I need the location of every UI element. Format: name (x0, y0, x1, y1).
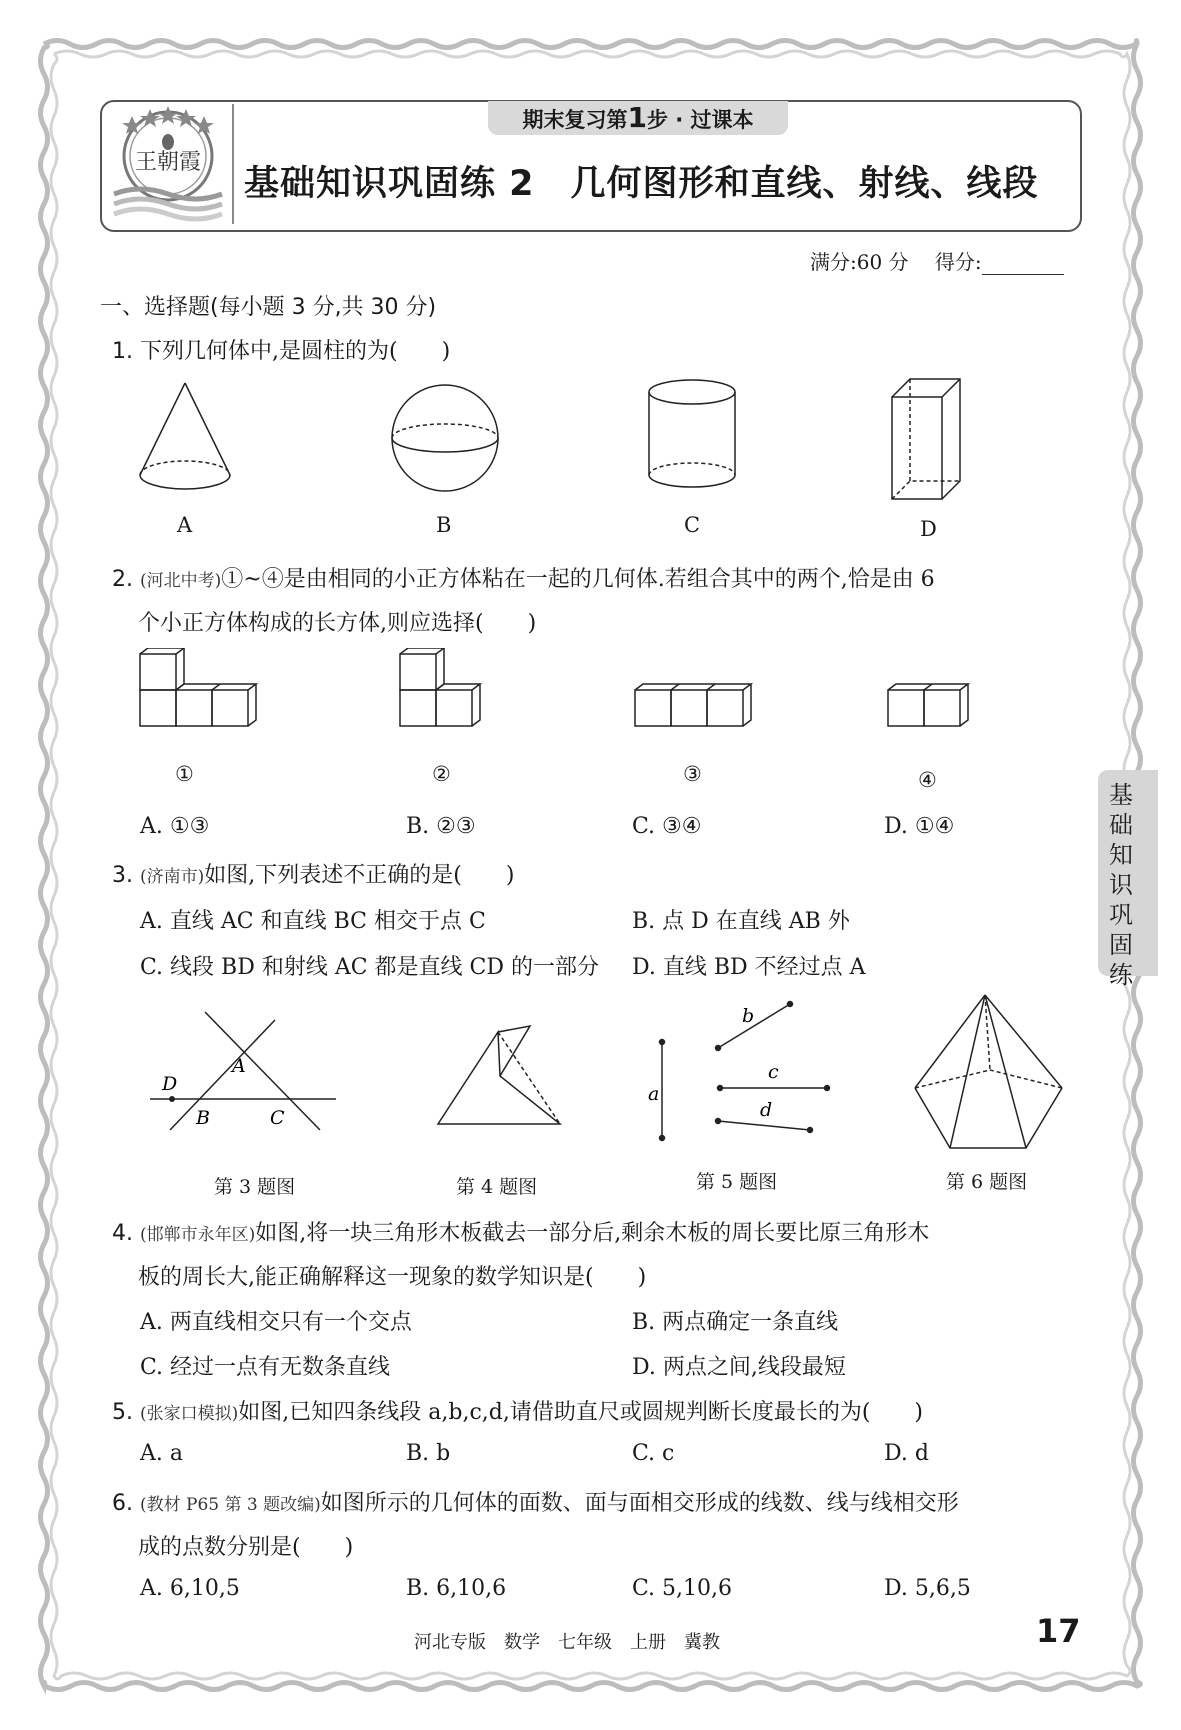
fig5-label-c: c (768, 1061, 779, 1083)
question-4 (112, 1216, 929, 1247)
q2-option-a[interactable]: A. ①③ (140, 814, 210, 839)
fig3-label-d: D (162, 1073, 178, 1095)
cube-figure-1 (140, 648, 256, 726)
score-label: 得分: (934, 250, 982, 274)
question-source: (河北中考) (140, 571, 222, 591)
step-suffix: 步 · 过课本 (646, 108, 754, 132)
question-text: 如图所示的几何体的面数、面与面相交形成的线数、线与线相交形 (320, 1491, 959, 1516)
fig5-label-b: b (742, 1005, 755, 1027)
question-5 (112, 1395, 923, 1426)
q1-label-d: D (920, 517, 937, 541)
fig4-triangle (438, 1026, 560, 1124)
fig4-caption: 第 4 题图 (456, 1176, 538, 1198)
question-source: (济南市) (140, 867, 205, 887)
side-tab-label: 基础知识巩固练 (1109, 781, 1133, 989)
sphere-figure (392, 385, 498, 491)
q6-option-d[interactable]: D. 5,6,5 (884, 1576, 971, 1601)
cone-figure (140, 383, 230, 489)
question-number: 1. (112, 339, 133, 364)
cuboid-figure (892, 379, 960, 499)
header-divider (232, 104, 234, 224)
q2-option-b[interactable]: B. ②③ (406, 814, 476, 839)
q2-fig-label-2: ② (432, 762, 451, 786)
q1-label-b: B (436, 513, 452, 537)
fig3-label-c: C (270, 1107, 285, 1129)
question-number: 4. (112, 1221, 133, 1246)
q6-option-a[interactable]: A. 6,10,5 (140, 1576, 240, 1601)
step-number: 1 (627, 101, 647, 134)
question-number: 3. (112, 863, 133, 888)
step-tab (488, 101, 788, 135)
q1-figures (130, 375, 1010, 530)
fig3-caption: 第 3 题图 (214, 1176, 296, 1198)
question-6 (112, 1486, 959, 1517)
question-2 (112, 562, 935, 593)
q1-label-c: C (684, 513, 701, 537)
question-number: 6. (112, 1491, 133, 1516)
page-number: 17 (1036, 1612, 1081, 1650)
footer-text: 河北专版 数学 七年级 上册 冀教 (414, 1632, 720, 1653)
q2-fig-label-1: ① (175, 762, 194, 786)
q5-option-b[interactable]: B. b (406, 1441, 451, 1466)
q3-option-d[interactable]: D. 直线 BD 不经过点 A (632, 955, 866, 980)
q4-option-b[interactable]: B. 两点确定一条直线 (632, 1310, 839, 1335)
question-3 (112, 858, 514, 889)
question-number: 2. (112, 567, 133, 592)
question-text: 下列几何体中,是圆柱的为( ) (140, 339, 451, 364)
q6-option-c[interactable]: C. 5,10,6 (632, 1576, 733, 1601)
fig3-label-b: B (196, 1107, 210, 1129)
question-1 (112, 334, 450, 365)
q2-option-c[interactable]: C. ③④ (632, 814, 702, 839)
q5-option-d[interactable]: D. d (884, 1441, 929, 1466)
question-text: 如图,下列表述不正确的是( ) (204, 863, 515, 888)
question-text: 如图,已知四条线段 a,b,c,d,请借助直尺或圆规判断长度最长的为( ) (238, 1400, 923, 1425)
q2-fig-label-4: ④ (918, 768, 937, 792)
q2-option-d[interactable]: D. ①④ (884, 814, 955, 839)
question-6-line2: 成的点数分别是( ) (138, 1535, 354, 1560)
cylinder-figure (649, 380, 735, 487)
page-title: 基础知识巩固练 2 几何图形和直线、射线、线段 (244, 164, 1039, 204)
section-heading: 一、选择题(每小题 3 分,共 30 分) (100, 295, 437, 320)
q5-option-c[interactable]: C. c (632, 1441, 675, 1466)
logo-seal (110, 106, 226, 222)
question-text: 如图,将一块三角形木板截去一部分后,剩余木板的周长要比原三角形木 (255, 1221, 930, 1246)
q3-option-b[interactable]: B. 点 D 在直线 AB 外 (632, 909, 850, 934)
fig5-caption: 第 5 题图 (696, 1171, 778, 1193)
score-blank[interactable] (982, 256, 1064, 275)
q2-figures (130, 648, 990, 740)
question-number: 5. (112, 1400, 133, 1425)
q6-option-b[interactable]: B. 6,10,6 (406, 1576, 507, 1601)
q1-label-a: A (177, 513, 193, 537)
fig5-label-d: d (760, 1099, 773, 1121)
figures-row (150, 990, 1080, 1150)
fig3-point-d (169, 1096, 175, 1102)
q3-option-c[interactable]: C. 线段 BD 和射线 AC 都是直线 CD 的一部分 (140, 955, 599, 980)
question-text: ①~④是由相同的小正方体粘在一起的几何体.若组合其中的两个,恰是由 6 (221, 567, 935, 592)
score-area (810, 246, 1064, 275)
question-source: (张家口模拟) (140, 1404, 239, 1424)
cube-figure-2 (400, 648, 480, 726)
q4-option-a[interactable]: A. 两直线相交只有一个交点 (140, 1310, 412, 1335)
question-2-line2: 个小正方体构成的长方体,则应选择( ) (138, 611, 537, 636)
question-4-line2: 板的周长大,能正确解释这一现象的数学知识是( ) (138, 1265, 647, 1290)
q5-option-a[interactable]: A. a (140, 1441, 183, 1466)
cube-figure-4 (888, 684, 968, 726)
q3-option-a[interactable]: A. 直线 AC 和直线 BC 相交于点 C (140, 909, 486, 934)
question-source: (教材 P65 第 3 题改编) (140, 1495, 321, 1515)
fig6-pyramid (915, 995, 1062, 1148)
logo-text: 王朝霞 (134, 150, 202, 175)
cube-figure-3 (635, 684, 751, 726)
step-prefix: 期末复习第 (522, 108, 628, 132)
full-score-label: 满分:60 分 (810, 250, 909, 274)
fig5-label-a: a (648, 1083, 660, 1105)
q2-fig-label-3: ③ (683, 762, 702, 786)
q4-option-c[interactable]: C. 经过一点有无数条直线 (140, 1355, 391, 1380)
fig6-caption: 第 6 题图 (946, 1171, 1028, 1193)
q4-option-d[interactable]: D. 两点之间,线段最短 (632, 1355, 846, 1380)
question-source: (邯郸市永年区) (140, 1225, 256, 1245)
fig3-label-a: A (232, 1055, 246, 1077)
